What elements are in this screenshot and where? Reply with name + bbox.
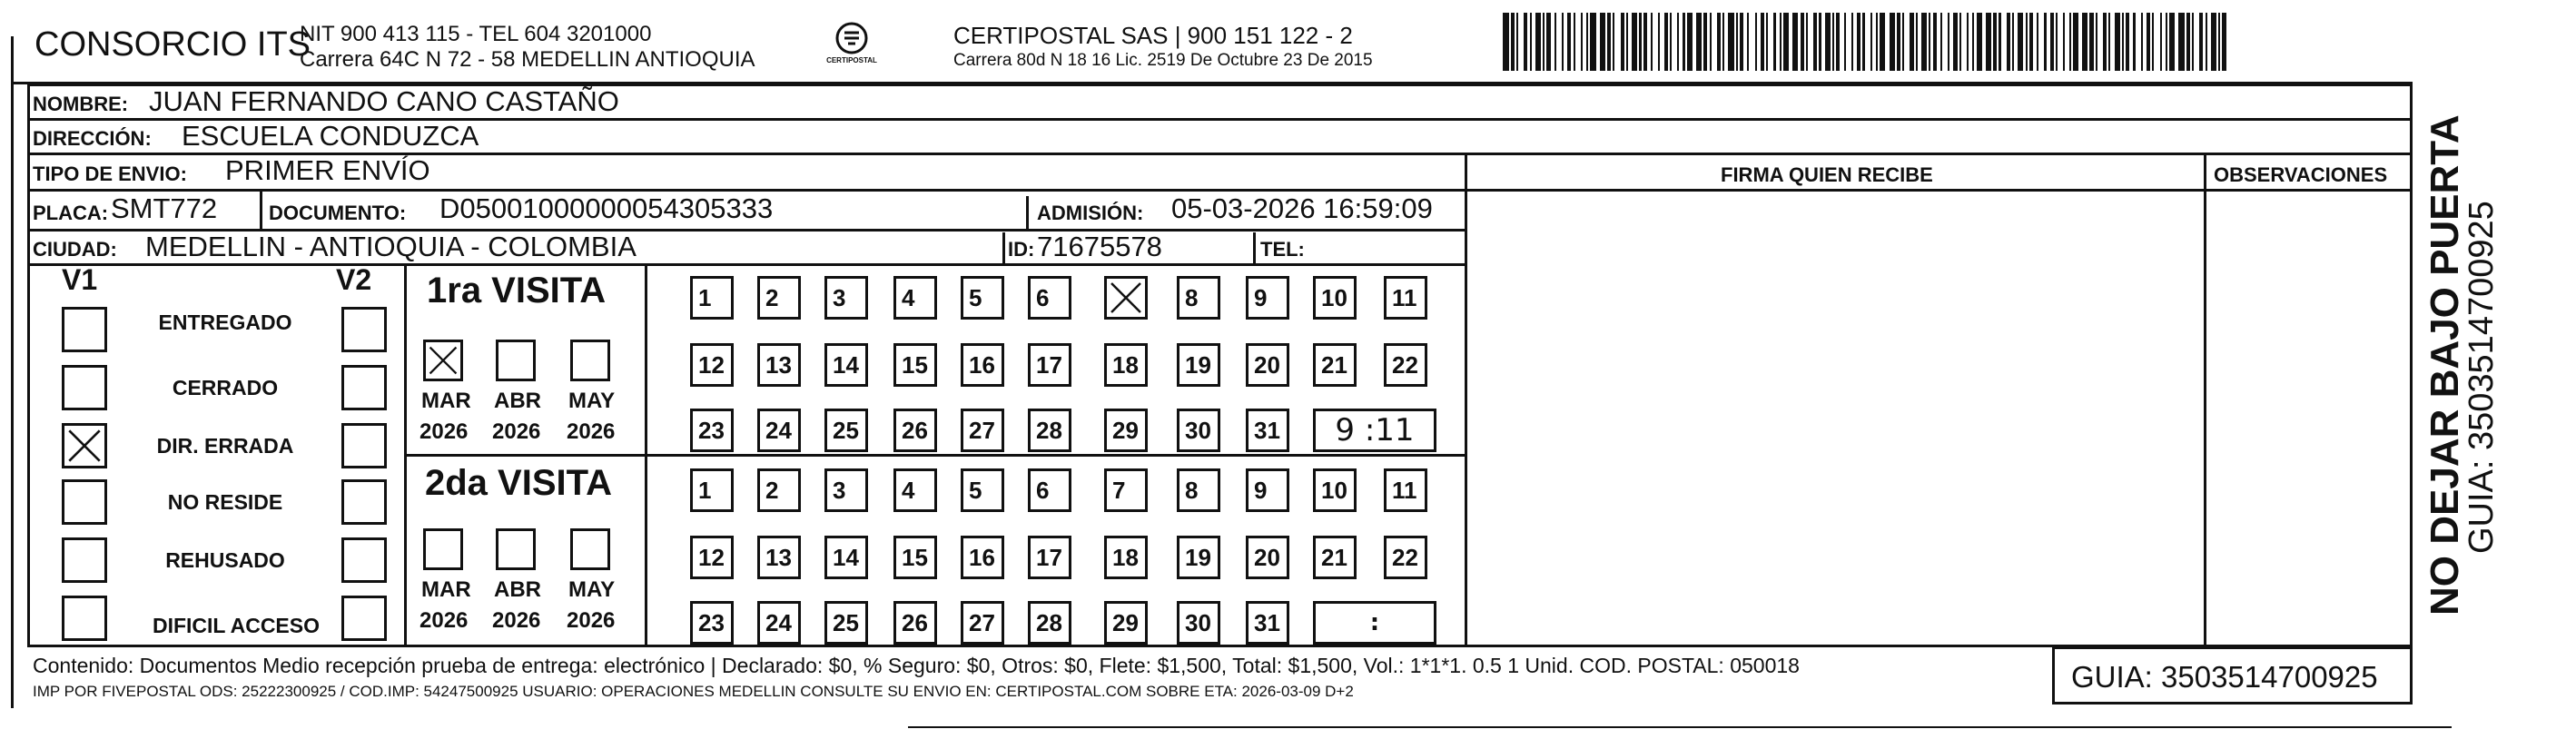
day-box-13[interactable]: 13 [757, 343, 801, 387]
day-box-6[interactable]: 6 [1028, 276, 1071, 320]
day-box-28[interactable]: 28 [1028, 601, 1071, 645]
time-box[interactable]: : [1313, 601, 1436, 645]
barcode-bar [1999, 13, 2001, 71]
barcode-bar [1600, 13, 1605, 71]
day-box-12[interactable]: 12 [690, 536, 734, 579]
barcode-bar [2050, 13, 2054, 71]
v1-checkbox[interactable] [62, 537, 107, 583]
day-box-3[interactable]: 3 [824, 468, 868, 512]
day-box-22[interactable]: 22 [1384, 343, 1427, 387]
day-box-4[interactable]: 4 [893, 468, 937, 512]
direccion-value: ESCUELA CONDUZCA [182, 120, 479, 152]
status-label: NO RESIDE [167, 490, 283, 514]
barcode-bar [2056, 13, 2058, 71]
barcode-bar [1832, 13, 1834, 71]
day-box-24[interactable]: 24 [757, 409, 801, 452]
nombre-value: JUAN FERNANDO CANO CASTAÑO [149, 85, 619, 117]
observaciones-label: OBSERVACIONES [2214, 163, 2388, 186]
ciudad-value: MEDELLIN - ANTIOQUIA - COLOMBIA [145, 231, 637, 262]
day-box-6[interactable]: 6 [1028, 468, 1071, 512]
barcode-bar [1783, 13, 1789, 71]
day-box-30[interactable]: 30 [1177, 601, 1220, 645]
year-label: 2026 [419, 608, 469, 633]
day-box-9[interactable]: 9 [1246, 276, 1289, 320]
barcode-bar [2012, 13, 2014, 71]
address-line: Carrera 64C N 72 - 58 MEDELLIN ANTIOQUIA [300, 47, 755, 72]
day-box-9[interactable]: 9 [1246, 468, 1289, 512]
id-value: 71675578 [1037, 231, 1162, 262]
month-checkbox-abr[interactable] [496, 340, 536, 381]
left-border [11, 36, 14, 708]
v1-checkbox[interactable] [62, 365, 107, 410]
barcode-bar [1703, 13, 1707, 71]
day-box-15[interactable]: 15 [893, 343, 937, 387]
firma-label: FIRMA QUIEN RECIBE [1721, 163, 1933, 186]
barcode-bar [1948, 13, 1949, 71]
barcode-bar [1562, 13, 1564, 71]
day-box-29[interactable]: 29 [1104, 409, 1148, 452]
firma-header-line [1465, 189, 2413, 192]
day-box-25[interactable]: 25 [824, 601, 868, 645]
month-checkbox-may[interactable] [570, 528, 610, 570]
barcode-bar [1766, 13, 1768, 71]
barcode-bar [1819, 13, 1821, 71]
barcode-bar [1658, 13, 1660, 71]
visit-divider [404, 454, 1466, 457]
barcode-bar [2063, 13, 2065, 71]
v2-checkbox[interactable] [341, 596, 387, 641]
ciudad-label: CIUDAD: [33, 238, 117, 261]
barcode-bar [1626, 13, 1628, 71]
day-box-27[interactable]: 27 [961, 409, 1004, 452]
barcode-bar [1959, 13, 1961, 71]
barcode-bar [1972, 13, 1974, 71]
barcode-bar [1825, 13, 1831, 71]
day-box-14[interactable]: 14 [824, 536, 868, 579]
barcode-bar [1590, 13, 1596, 71]
barcode-bar [1677, 13, 1679, 71]
year-label: 2026 [419, 419, 469, 444]
barcode-bar [2147, 13, 2150, 71]
day-box-21[interactable]: 21 [1313, 536, 1357, 579]
license-line: Carrera 80d N 18 16 Lic. 2519 De Octubre 23 De 2015 [953, 51, 1373, 70]
v1-checkbox[interactable] [62, 479, 107, 525]
barcode-bar [2089, 13, 2094, 71]
barcode-bar [1554, 13, 1556, 71]
barcode-bar [1586, 13, 1588, 71]
barcode-bar [1806, 13, 1808, 71]
visit1-title: 1ra VISITA [427, 271, 607, 310]
id-label: ID: [1008, 238, 1035, 261]
barcode-bar [1986, 13, 1991, 71]
barcode-bar [2096, 13, 2097, 71]
nit-line: NIT 900 413 115 - TEL 604 3201000 [300, 22, 652, 46]
barcode-bar [1851, 13, 1853, 71]
v2-checkbox[interactable] [341, 537, 387, 583]
v2-checkbox[interactable] [341, 365, 387, 410]
contenido-line: Contenido: Documentos Medio recepción prueba de entrega: electrónico | Declarado: $0, % Seguro: $0, Otros: $0, Flete: $1,500, Total: $1,500, Vol.: 1*1*1. 0.5 1 Unid. COD. POSTAL: 050018 [33, 654, 1800, 677]
table-left-line [27, 84, 30, 646]
day-box-18[interactable]: 18 [1104, 343, 1148, 387]
barcode-bar [1929, 13, 1930, 71]
placa-label: PLACA: [33, 202, 109, 224]
barcode-bar [1813, 13, 1817, 71]
barcode-bar [2073, 13, 2078, 71]
day-box-23[interactable]: 23 [690, 601, 734, 645]
day-box-23[interactable]: 23 [690, 409, 734, 452]
barcode-bar [2007, 13, 2010, 71]
month-checkbox-mar[interactable] [423, 340, 463, 381]
day-box-30[interactable]: 30 [1177, 409, 1220, 452]
tel-divider [1253, 232, 1256, 263]
barcode-bar [1967, 13, 1969, 71]
guia-box-text: GUIA: 3503514700925 [2071, 660, 2378, 694]
barcode-bar [2126, 13, 2129, 71]
barcode-bar [1736, 13, 1738, 71]
status-label: DIR. ERRADA [156, 434, 294, 458]
company-name: CONSORCIO ITS [35, 25, 311, 64]
tipo-value: PRIMER ENVÍO [225, 154, 430, 186]
barcode-bar [1993, 13, 1997, 71]
barcode-bar [2206, 13, 2207, 71]
barcode-bar [1567, 13, 1571, 71]
barcode-bar [1761, 13, 1764, 71]
day-box-11[interactable]: 11 [1384, 468, 1427, 512]
admision-label: ADMISIÓN: [1037, 202, 1144, 224]
barcode-bar [1503, 13, 1509, 71]
day-box-1[interactable]: 1 [690, 468, 734, 512]
day-box-14[interactable]: 14 [824, 343, 868, 387]
day-box-8[interactable]: 8 [1177, 468, 1220, 512]
barcode-bar [1880, 13, 1885, 71]
status-label: REHUSADO [165, 548, 285, 572]
day-box-31[interactable]: 31 [1246, 601, 1289, 645]
barcode-bar [1664, 13, 1668, 71]
barcode-bar [1940, 13, 1942, 71]
nombre-label: NOMBRE: [33, 93, 129, 115]
barcode-bar [1792, 13, 1798, 71]
barcode-bar [1516, 13, 1518, 71]
admision-divider [1026, 196, 1029, 229]
barcode-bar [1870, 13, 1872, 71]
visit2-title: 2da VISITA [425, 463, 612, 503]
barcode-bar [1890, 13, 1895, 71]
barcode-bar [2141, 13, 2143, 71]
certipostal-logo [817, 20, 886, 67]
day-box-28[interactable]: 28 [1028, 409, 1071, 452]
barcode-bar [1670, 13, 1672, 71]
direccion-label: DIRECCIÓN: [33, 127, 152, 150]
barcode-bar [1902, 13, 1904, 71]
obs-left-line [2204, 153, 2206, 646]
month-label: MAY [568, 577, 616, 602]
day-box-19[interactable]: 19 [1177, 343, 1220, 387]
barcode-bar [2037, 13, 2038, 71]
barcode-bar [1524, 13, 1527, 71]
barcode-bar [2103, 13, 2107, 71]
barcode-bar [1910, 13, 1914, 71]
barcode-bar [1687, 13, 1693, 71]
day-box-5[interactable]: 5 [961, 468, 1004, 512]
barcode-bar [2108, 13, 2110, 71]
barcode-bar [2026, 13, 2028, 71]
barcode-bar [2044, 13, 2047, 71]
barcode-bar [1581, 13, 1583, 71]
year-label: 2026 [492, 608, 541, 633]
day-box-20[interactable]: 20 [1246, 536, 1289, 579]
barcode-bar [1747, 13, 1749, 71]
barcode-bar [1613, 13, 1614, 71]
year-label: 2026 [567, 419, 616, 444]
barcode-bar [1857, 13, 1860, 71]
v2-checkbox[interactable] [341, 307, 387, 352]
status-label: CERRADO [172, 376, 279, 399]
barcode-bar [1780, 13, 1781, 71]
day-box-4[interactable]: 4 [893, 276, 937, 320]
barcode-bar [1933, 13, 1937, 71]
day-box-27[interactable]: 27 [961, 601, 1004, 645]
day-box-26[interactable]: 26 [893, 601, 937, 645]
imp-line: IMP POR FIVEPOSTAL ODS: 25222300925 / COD.IMP: 54247500925 USUARIO: OPERACIONES MEDELLIN CONSULTE SU ENVIO EN: CERTIPOSTAL.COM SOBRE ETA: 2026-03-09 D+2 [33, 683, 1354, 700]
barcode-bar [2192, 13, 2194, 71]
day-box-15[interactable]: 15 [893, 536, 937, 579]
day-box-18[interactable]: 18 [1104, 536, 1148, 579]
tel-label: TEL: [1260, 238, 1305, 261]
bottom-line [908, 726, 2452, 728]
barcode-bar [1535, 13, 1541, 71]
v2-label: V2 [336, 263, 372, 296]
v1-checkbox[interactable] [62, 596, 107, 641]
logo-text: CERTIPOSTAL [826, 56, 877, 64]
day-box-10[interactable]: 10 [1313, 468, 1357, 512]
v2-checkbox[interactable] [341, 479, 387, 525]
barcode-bar [2082, 13, 2087, 71]
day-box-13[interactable]: 13 [757, 536, 801, 579]
barcode-bar [2160, 13, 2162, 71]
day-box-3[interactable]: 3 [824, 276, 868, 320]
tipo-label: TIPO DE ENVIO: [33, 163, 187, 185]
month-label: ABR [494, 389, 541, 413]
barcode-bar [1953, 13, 1958, 71]
barcode-bar [2199, 13, 2203, 71]
day-box-5[interactable]: 5 [961, 276, 1004, 320]
day-box-20[interactable]: 20 [1246, 343, 1289, 387]
barcode-bar [1916, 13, 1918, 71]
barcode-bar [1977, 13, 1982, 71]
barcode-bar [2069, 13, 2071, 71]
barcode-bar [2166, 13, 2167, 71]
month-checkbox-mar[interactable] [423, 528, 463, 570]
barcode-bar [1921, 13, 1927, 71]
day-box-26[interactable]: 26 [893, 409, 937, 452]
day-box-17[interactable]: 17 [1028, 343, 1071, 387]
barcode-bar [2115, 13, 2120, 71]
status-label: DIFICIL ACCESO [152, 614, 320, 637]
month-checkbox-may[interactable] [570, 340, 610, 381]
day-box-31[interactable]: 31 [1246, 409, 1289, 452]
row-line-4 [27, 189, 1467, 192]
no-dejar-bajo-puerta: NO DEJAR BAJO PUERTA [2423, 114, 2467, 616]
barcode-bar [1710, 13, 1712, 71]
time-box[interactable]: 9 :11 [1313, 409, 1436, 452]
barcode-bar [1844, 13, 1846, 71]
v1-checkbox[interactable] [62, 423, 107, 468]
barcode-bar [1651, 13, 1653, 71]
firma-left-line [1465, 153, 1467, 646]
day-box-25[interactable]: 25 [824, 409, 868, 452]
admision-value: 05-03-2026 16:59:09 [1171, 192, 1433, 224]
month-label: MAY [568, 389, 616, 413]
v1-label: V1 [62, 263, 98, 296]
day-box-19[interactable]: 19 [1177, 536, 1220, 579]
placa-value: SMT772 [111, 192, 218, 224]
day-box-2[interactable]: 2 [757, 468, 801, 512]
day-box-22[interactable]: 22 [1384, 536, 1427, 579]
barcode-bar [1728, 13, 1734, 71]
day-box-10[interactable]: 10 [1313, 276, 1357, 320]
barcode-bar [2018, 13, 2023, 71]
placa-divider [260, 189, 262, 229]
barcode-bar [1543, 13, 1545, 71]
documento-value: D05001000000054305333 [439, 192, 774, 224]
day-box-16[interactable]: 16 [961, 536, 1004, 579]
barcode-bar [1717, 13, 1721, 71]
year-label: 2026 [492, 419, 541, 444]
guia-box [2052, 646, 2413, 705]
barcode-bar [1643, 13, 1647, 71]
day-box-8[interactable]: 8 [1177, 276, 1220, 320]
year-label: 2026 [567, 608, 616, 633]
barcode-bar [1801, 13, 1804, 71]
day-box-21[interactable]: 21 [1313, 343, 1357, 387]
barcode-bar [1755, 13, 1757, 71]
barcode-bar [1530, 13, 1532, 71]
barcode-bar [2218, 13, 2220, 71]
barcode-bar [1546, 13, 1551, 71]
barcode-bar [1696, 13, 1702, 71]
barcode-bar [1773, 13, 1776, 71]
month-checkbox-abr[interactable] [496, 528, 536, 570]
barcode-bar [1632, 13, 1637, 71]
barcode-bar [1639, 13, 1642, 71]
day-box-7[interactable]: 7 [1104, 468, 1148, 512]
v2-checkbox[interactable] [341, 423, 387, 468]
barcode-bar [2178, 13, 2185, 71]
row-line-6 [27, 263, 1467, 266]
barcode-bar [1862, 13, 1865, 71]
day-box-12[interactable]: 12 [690, 343, 734, 387]
status-label: ENTREGADO [158, 310, 292, 334]
barcode-bar [2211, 13, 2216, 71]
barcode-bar [2029, 13, 2033, 71]
barcode-bar [2186, 13, 2190, 71]
day-box-11[interactable]: 11 [1384, 276, 1427, 320]
side-guia: GUIA: 3503514700925 [2462, 201, 2501, 554]
barcode-bar [1574, 13, 1575, 71]
right-border [2410, 82, 2413, 655]
day-box-24[interactable]: 24 [757, 601, 801, 645]
v1-checkbox[interactable] [62, 307, 107, 352]
barcode-bar [2152, 13, 2154, 71]
day-box-1[interactable]: 1 [690, 276, 734, 320]
day-box-2[interactable]: 2 [757, 276, 801, 320]
documento-label: DOCUMENTO: [269, 202, 407, 224]
day-box-7[interactable] [1104, 276, 1148, 320]
barcode [1503, 13, 2225, 71]
month-label: MAR [421, 389, 471, 413]
barcode-bar [1876, 13, 1878, 71]
barcode-bar [1683, 13, 1685, 71]
barcode-bar [1897, 13, 1900, 71]
carrier-line: CERTIPOSTAL SAS | 900 151 122 - 2 [953, 22, 1353, 49]
day-box-16[interactable]: 16 [961, 343, 1004, 387]
barcode-bar [1607, 13, 1611, 71]
barcode-bar [2222, 13, 2226, 71]
month-label: ABR [494, 577, 541, 602]
barcode-bar [2169, 13, 2175, 71]
barcode-bar [1621, 13, 1624, 71]
barcode-bar [1740, 13, 1743, 71]
barcode-bar [1836, 13, 1840, 71]
day-box-17[interactable]: 17 [1028, 536, 1071, 579]
barcode-bar [1722, 13, 1724, 71]
id-divider [1002, 232, 1005, 263]
barcode-bar [2122, 13, 2124, 71]
day-box-29[interactable]: 29 [1104, 601, 1148, 645]
barcode-bar [2133, 13, 2136, 71]
month-label: MAR [421, 577, 471, 602]
barcode-bar [1511, 13, 1515, 71]
